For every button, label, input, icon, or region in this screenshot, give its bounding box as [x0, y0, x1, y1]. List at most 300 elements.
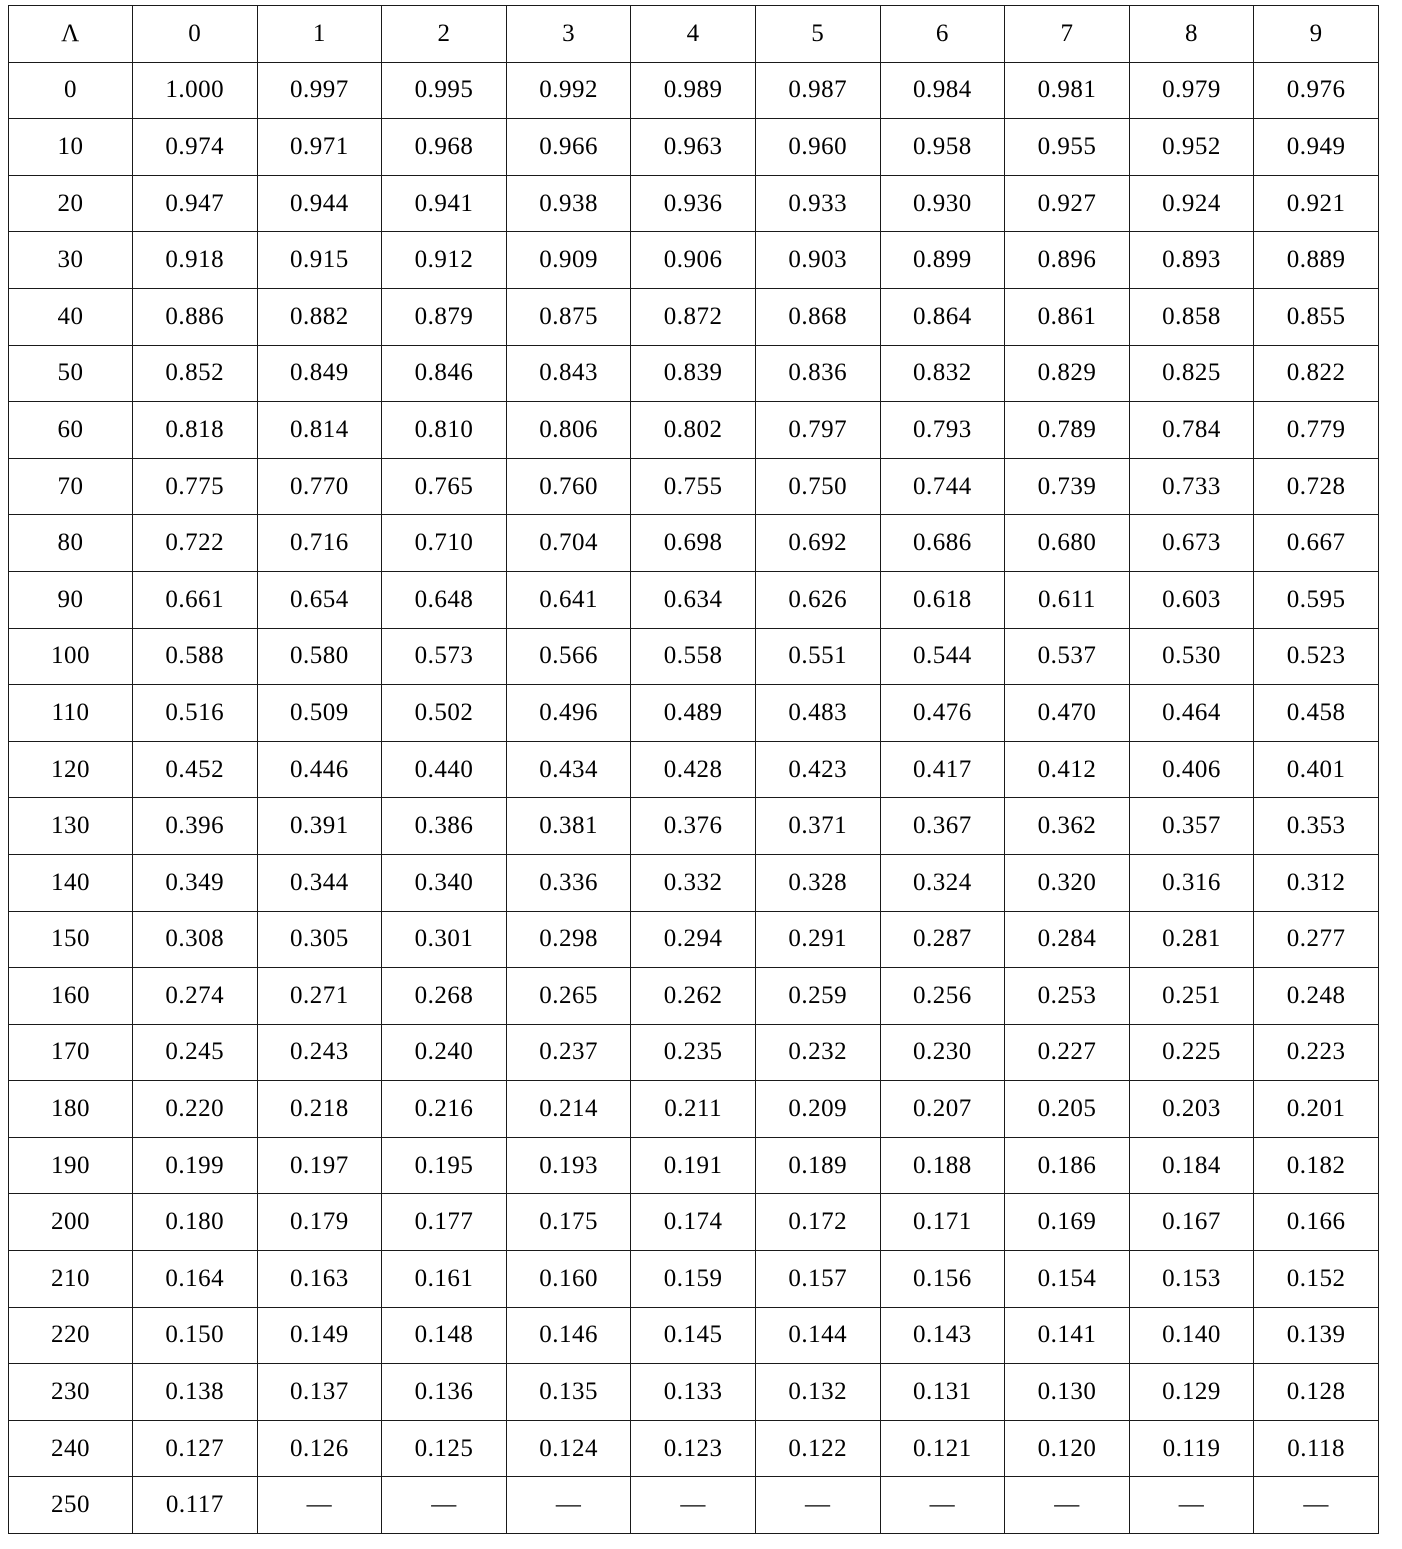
- value-cell: 0.287: [880, 911, 1005, 968]
- value-cell: 0.918: [133, 232, 258, 289]
- value-cell: 0.739: [1005, 458, 1130, 515]
- value-cell: 0.336: [506, 854, 631, 911]
- value-cell: 0.179: [257, 1194, 382, 1251]
- row-label-cell: 230: [9, 1364, 133, 1421]
- row-label-cell: 220: [9, 1307, 133, 1364]
- value-cell: 0.452: [133, 741, 258, 798]
- row-label-cell: 0: [9, 62, 133, 119]
- value-cell: 0.698: [631, 515, 756, 572]
- value-cell: —: [1254, 1477, 1379, 1534]
- value-cell: 0.573: [382, 628, 507, 685]
- value-cell: 0.979: [1129, 62, 1254, 119]
- value-cell: 0.496: [506, 685, 631, 742]
- value-cell: 0.760: [506, 458, 631, 515]
- value-cell: 0.146: [506, 1307, 631, 1364]
- value-cell: —: [1005, 1477, 1130, 1534]
- value-cell: 0.558: [631, 628, 756, 685]
- value-cell: 0.989: [631, 62, 756, 119]
- value-cell: 0.188: [880, 1137, 1005, 1194]
- row-label-cell: 160: [9, 968, 133, 1025]
- value-cell: 0.810: [382, 402, 507, 459]
- value-cell: 0.127: [133, 1420, 258, 1477]
- value-cell: 0.227: [1005, 1024, 1130, 1081]
- table-body: [9, 62, 1379, 1533]
- row-label-cell: 110: [9, 685, 133, 742]
- value-cell: 0.728: [1254, 458, 1379, 515]
- value-cell: 0.722: [133, 515, 258, 572]
- column-header-cell: 1: [257, 6, 382, 63]
- value-cell: 0.765: [382, 458, 507, 515]
- value-cell: 0.367: [880, 798, 1005, 855]
- value-cell: 0.784: [1129, 402, 1254, 459]
- value-cell: 0.855: [1254, 288, 1379, 345]
- value-cell: 0.211: [631, 1081, 756, 1138]
- value-cell: 0.201: [1254, 1081, 1379, 1138]
- value-cell: 0.129: [1129, 1364, 1254, 1421]
- value-cell: 0.960: [755, 119, 880, 176]
- value-cell: 0.152: [1254, 1251, 1379, 1308]
- value-cell: 0.889: [1254, 232, 1379, 289]
- value-cell: 0.958: [880, 119, 1005, 176]
- value-cell: 0.941: [382, 175, 507, 232]
- value-cell: 0.117: [133, 1477, 258, 1534]
- table-row: [9, 741, 1379, 798]
- table-row: [9, 1194, 1379, 1251]
- value-cell: 0.119: [1129, 1420, 1254, 1477]
- value-cell: 0.938: [506, 175, 631, 232]
- value-cell: 0.120: [1005, 1420, 1130, 1477]
- value-cell: 0.396: [133, 798, 258, 855]
- table-row: [9, 175, 1379, 232]
- value-cell: 0.133: [631, 1364, 756, 1421]
- value-cell: 0.987: [755, 62, 880, 119]
- column-header-cell: 6: [880, 6, 1005, 63]
- value-cell: 0.320: [1005, 854, 1130, 911]
- value-cell: 0.121: [880, 1420, 1005, 1477]
- value-cell: 0.875: [506, 288, 631, 345]
- table-row: [9, 1024, 1379, 1081]
- value-cell: 0.207: [880, 1081, 1005, 1138]
- column-header-cell: 3: [506, 6, 631, 63]
- value-cell: 0.381: [506, 798, 631, 855]
- value-cell: 0.733: [1129, 458, 1254, 515]
- value-cell: 0.214: [506, 1081, 631, 1138]
- value-cell: 0.154: [1005, 1251, 1130, 1308]
- value-cell: 0.344: [257, 854, 382, 911]
- value-cell: —: [257, 1477, 382, 1534]
- row-label-cell: 90: [9, 571, 133, 628]
- value-cell: 0.243: [257, 1024, 382, 1081]
- value-cell: 0.193: [506, 1137, 631, 1194]
- value-cell: 0.284: [1005, 911, 1130, 968]
- value-cell: 0.882: [257, 288, 382, 345]
- value-cell: 0.362: [1005, 798, 1130, 855]
- row-label-cell: 180: [9, 1081, 133, 1138]
- value-cell: 0.641: [506, 571, 631, 628]
- table-row: [9, 345, 1379, 402]
- value-cell: 0.137: [257, 1364, 382, 1421]
- value-cell: —: [880, 1477, 1005, 1534]
- value-cell: 0.893: [1129, 232, 1254, 289]
- value-cell: 0.125: [382, 1420, 507, 1477]
- row-label-cell: 20: [9, 175, 133, 232]
- row-label-cell: 80: [9, 515, 133, 572]
- value-cell: 0.530: [1129, 628, 1254, 685]
- value-cell: —: [1129, 1477, 1254, 1534]
- value-cell: 0.704: [506, 515, 631, 572]
- value-cell: 0.879: [382, 288, 507, 345]
- column-header-cell: 4: [631, 6, 756, 63]
- table-row: [9, 1137, 1379, 1194]
- value-cell: —: [382, 1477, 507, 1534]
- value-cell: 0.434: [506, 741, 631, 798]
- value-cell: 0.401: [1254, 741, 1379, 798]
- value-cell: 0.846: [382, 345, 507, 402]
- table-row: [9, 968, 1379, 1025]
- value-cell: 0.489: [631, 685, 756, 742]
- value-cell: 0.849: [257, 345, 382, 402]
- stability-coefficient-table: [8, 5, 1379, 1534]
- table-header-row: [9, 6, 1379, 63]
- value-cell: 0.476: [880, 685, 1005, 742]
- table-row: [9, 911, 1379, 968]
- value-cell: 0.376: [631, 798, 756, 855]
- value-cell: 0.836: [755, 345, 880, 402]
- value-cell: 0.423: [755, 741, 880, 798]
- value-cell: 0.174: [631, 1194, 756, 1251]
- table-row: [9, 571, 1379, 628]
- column-header-cell: 5: [755, 6, 880, 63]
- value-cell: 0.128: [1254, 1364, 1379, 1421]
- value-cell: 0.163: [257, 1251, 382, 1308]
- value-cell: 0.544: [880, 628, 1005, 685]
- value-cell: 0.603: [1129, 571, 1254, 628]
- table-row: [9, 1081, 1379, 1138]
- value-cell: 0.995: [382, 62, 507, 119]
- table-row: [9, 1251, 1379, 1308]
- value-cell: 0.230: [880, 1024, 1005, 1081]
- value-cell: 0.470: [1005, 685, 1130, 742]
- value-cell: 0.566: [506, 628, 631, 685]
- value-cell: 0.371: [755, 798, 880, 855]
- value-cell: 0.912: [382, 232, 507, 289]
- row-label-cell: 170: [9, 1024, 133, 1081]
- value-cell: 0.180: [133, 1194, 258, 1251]
- value-cell: 0.537: [1005, 628, 1130, 685]
- row-label-cell: 40: [9, 288, 133, 345]
- value-cell: 0.793: [880, 402, 1005, 459]
- value-cell: 0.161: [382, 1251, 507, 1308]
- table-row: [9, 119, 1379, 176]
- value-cell: 0.915: [257, 232, 382, 289]
- value-cell: 0.156: [880, 1251, 1005, 1308]
- value-cell: 0.223: [1254, 1024, 1379, 1081]
- row-label-cell: 200: [9, 1194, 133, 1251]
- value-cell: 0.984: [880, 62, 1005, 119]
- row-label-cell: 70: [9, 458, 133, 515]
- table-row: [9, 288, 1379, 345]
- value-cell: 0.130: [1005, 1364, 1130, 1421]
- value-cell: 0.122: [755, 1420, 880, 1477]
- row-label-cell: 120: [9, 741, 133, 798]
- value-cell: 0.944: [257, 175, 382, 232]
- value-cell: 0.428: [631, 741, 756, 798]
- value-cell: 0.353: [1254, 798, 1379, 855]
- value-cell: 0.588: [133, 628, 258, 685]
- value-cell: 0.171: [880, 1194, 1005, 1251]
- value-cell: 0.281: [1129, 911, 1254, 968]
- value-cell: 0.131: [880, 1364, 1005, 1421]
- value-cell: 0.822: [1254, 345, 1379, 402]
- value-cell: 0.166: [1254, 1194, 1379, 1251]
- value-cell: 0.770: [257, 458, 382, 515]
- value-cell: 0.140: [1129, 1307, 1254, 1364]
- value-cell: 0.654: [257, 571, 382, 628]
- value-cell: 0.930: [880, 175, 1005, 232]
- value-cell: 0.976: [1254, 62, 1379, 119]
- value-cell: 0.268: [382, 968, 507, 1025]
- value-cell: 0.256: [880, 968, 1005, 1025]
- value-cell: 0.523: [1254, 628, 1379, 685]
- value-cell: 0.755: [631, 458, 756, 515]
- value-cell: 0.209: [755, 1081, 880, 1138]
- value-cell: 0.291: [755, 911, 880, 968]
- value-cell: 0.775: [133, 458, 258, 515]
- row-label-cell: 190: [9, 1137, 133, 1194]
- value-cell: 0.852: [133, 345, 258, 402]
- row-label-cell: 100: [9, 628, 133, 685]
- value-cell: 0.218: [257, 1081, 382, 1138]
- value-cell: 0.825: [1129, 345, 1254, 402]
- value-cell: 0.298: [506, 911, 631, 968]
- column-header-cell: 9: [1254, 6, 1379, 63]
- value-cell: 0.195: [382, 1137, 507, 1194]
- value-cell: 0.502: [382, 685, 507, 742]
- value-cell: 0.237: [506, 1024, 631, 1081]
- value-cell: 0.271: [257, 968, 382, 1025]
- value-cell: 0.277: [1254, 911, 1379, 968]
- value-cell: 0.220: [133, 1081, 258, 1138]
- value-cell: 0.149: [257, 1307, 382, 1364]
- value-cell: 0.516: [133, 685, 258, 742]
- stability-coefficient-table-container: [8, 5, 1378, 1534]
- value-cell: 0.182: [1254, 1137, 1379, 1194]
- value-cell: 0.886: [133, 288, 258, 345]
- value-cell: —: [755, 1477, 880, 1534]
- value-cell: 0.232: [755, 1024, 880, 1081]
- column-header-cell: 0: [133, 6, 258, 63]
- value-cell: 0.199: [133, 1137, 258, 1194]
- value-cell: 0.324: [880, 854, 1005, 911]
- value-cell: 0.144: [755, 1307, 880, 1364]
- value-cell: 0.274: [133, 968, 258, 1025]
- value-cell: 0.248: [1254, 968, 1379, 1025]
- value-cell: 0.412: [1005, 741, 1130, 798]
- row-label-cell: 60: [9, 402, 133, 459]
- value-cell: 0.797: [755, 402, 880, 459]
- row-label-cell: 210: [9, 1251, 133, 1308]
- value-cell: 0.861: [1005, 288, 1130, 345]
- value-cell: 0.710: [382, 515, 507, 572]
- value-cell: 0.997: [257, 62, 382, 119]
- value-cell: 0.464: [1129, 685, 1254, 742]
- value-cell: 0.789: [1005, 402, 1130, 459]
- value-cell: 0.197: [257, 1137, 382, 1194]
- value-cell: 0.417: [880, 741, 1005, 798]
- value-cell: 0.921: [1254, 175, 1379, 232]
- value-cell: 0.123: [631, 1420, 756, 1477]
- value-cell: 0.839: [631, 345, 756, 402]
- value-cell: 0.189: [755, 1137, 880, 1194]
- row-label-cell: 140: [9, 854, 133, 911]
- value-cell: 0.509: [257, 685, 382, 742]
- row-label-cell: 150: [9, 911, 133, 968]
- value-cell: 0.864: [880, 288, 1005, 345]
- value-cell: 0.580: [257, 628, 382, 685]
- table-row: [9, 232, 1379, 289]
- value-cell: 0.150: [133, 1307, 258, 1364]
- value-cell: 0.148: [382, 1307, 507, 1364]
- value-cell: 0.136: [382, 1364, 507, 1421]
- value-cell: 1.000: [133, 62, 258, 119]
- value-cell: 0.141: [1005, 1307, 1130, 1364]
- value-cell: 0.858: [1129, 288, 1254, 345]
- value-cell: 0.340: [382, 854, 507, 911]
- value-cell: 0.251: [1129, 968, 1254, 1025]
- value-cell: 0.750: [755, 458, 880, 515]
- value-cell: 0.186: [1005, 1137, 1130, 1194]
- value-cell: 0.779: [1254, 402, 1379, 459]
- value-cell: 0.312: [1254, 854, 1379, 911]
- row-label-cell: 240: [9, 1420, 133, 1477]
- value-cell: 0.868: [755, 288, 880, 345]
- value-cell: 0.328: [755, 854, 880, 911]
- value-cell: 0.203: [1129, 1081, 1254, 1138]
- value-cell: 0.933: [755, 175, 880, 232]
- value-cell: 0.406: [1129, 741, 1254, 798]
- value-cell: —: [631, 1477, 756, 1534]
- row-label-cell: 130: [9, 798, 133, 855]
- value-cell: 0.118: [1254, 1420, 1379, 1477]
- value-cell: —: [506, 1477, 631, 1534]
- value-cell: 0.216: [382, 1081, 507, 1138]
- value-cell: 0.391: [257, 798, 382, 855]
- value-cell: 0.301: [382, 911, 507, 968]
- value-cell: 0.164: [133, 1251, 258, 1308]
- value-cell: 0.966: [506, 119, 631, 176]
- value-cell: 0.899: [880, 232, 1005, 289]
- value-cell: 0.814: [257, 402, 382, 459]
- value-cell: 0.225: [1129, 1024, 1254, 1081]
- value-cell: 0.680: [1005, 515, 1130, 572]
- row-label-cell: 250: [9, 1477, 133, 1534]
- value-cell: 0.626: [755, 571, 880, 628]
- value-cell: 0.927: [1005, 175, 1130, 232]
- value-cell: 0.818: [133, 402, 258, 459]
- table-row: [9, 1364, 1379, 1421]
- value-cell: 0.145: [631, 1307, 756, 1364]
- table-row: [9, 798, 1379, 855]
- value-cell: 0.963: [631, 119, 756, 176]
- value-cell: 0.294: [631, 911, 756, 968]
- value-cell: 0.802: [631, 402, 756, 459]
- value-cell: 0.673: [1129, 515, 1254, 572]
- value-cell: 0.947: [133, 175, 258, 232]
- corner-header-cell: Λ: [9, 6, 133, 63]
- value-cell: 0.159: [631, 1251, 756, 1308]
- value-cell: 0.177: [382, 1194, 507, 1251]
- value-cell: 0.167: [1129, 1194, 1254, 1251]
- value-cell: 0.806: [506, 402, 631, 459]
- value-cell: 0.458: [1254, 685, 1379, 742]
- value-cell: 0.305: [257, 911, 382, 968]
- value-cell: 0.138: [133, 1364, 258, 1421]
- value-cell: 0.968: [382, 119, 507, 176]
- value-cell: 0.143: [880, 1307, 1005, 1364]
- row-label-cell: 50: [9, 345, 133, 402]
- value-cell: 0.716: [257, 515, 382, 572]
- value-cell: 0.974: [133, 119, 258, 176]
- value-cell: 0.903: [755, 232, 880, 289]
- value-cell: 0.357: [1129, 798, 1254, 855]
- value-cell: 0.160: [506, 1251, 631, 1308]
- value-cell: 0.262: [631, 968, 756, 1025]
- value-cell: 0.245: [133, 1024, 258, 1081]
- value-cell: 0.667: [1254, 515, 1379, 572]
- table-row: [9, 402, 1379, 459]
- value-cell: 0.205: [1005, 1081, 1130, 1138]
- column-header-cell: 8: [1129, 6, 1254, 63]
- value-cell: 0.308: [133, 911, 258, 968]
- value-cell: 0.648: [382, 571, 507, 628]
- value-cell: 0.686: [880, 515, 1005, 572]
- value-cell: 0.349: [133, 854, 258, 911]
- value-cell: 0.240: [382, 1024, 507, 1081]
- value-cell: 0.843: [506, 345, 631, 402]
- value-cell: 0.124: [506, 1420, 631, 1477]
- value-cell: 0.446: [257, 741, 382, 798]
- value-cell: 0.253: [1005, 968, 1130, 1025]
- table-row: [9, 62, 1379, 119]
- value-cell: 0.832: [880, 345, 1005, 402]
- value-cell: 0.483: [755, 685, 880, 742]
- value-cell: 0.906: [631, 232, 756, 289]
- column-header-cell: 7: [1005, 6, 1130, 63]
- value-cell: 0.265: [506, 968, 631, 1025]
- value-cell: 0.661: [133, 571, 258, 628]
- value-cell: 0.157: [755, 1251, 880, 1308]
- table-row: [9, 1307, 1379, 1364]
- value-cell: 0.992: [506, 62, 631, 119]
- value-cell: 0.440: [382, 741, 507, 798]
- value-cell: 0.316: [1129, 854, 1254, 911]
- column-header-cell: 2: [382, 6, 507, 63]
- value-cell: 0.936: [631, 175, 756, 232]
- value-cell: 0.909: [506, 232, 631, 289]
- table-row: [9, 515, 1379, 572]
- value-cell: 0.872: [631, 288, 756, 345]
- value-cell: 0.135: [506, 1364, 631, 1421]
- value-cell: 0.618: [880, 571, 1005, 628]
- value-cell: 0.634: [631, 571, 756, 628]
- value-cell: 0.949: [1254, 119, 1379, 176]
- value-cell: 0.172: [755, 1194, 880, 1251]
- row-label-cell: 30: [9, 232, 133, 289]
- value-cell: 0.259: [755, 968, 880, 1025]
- value-cell: 0.829: [1005, 345, 1130, 402]
- value-cell: 0.971: [257, 119, 382, 176]
- value-cell: 0.175: [506, 1194, 631, 1251]
